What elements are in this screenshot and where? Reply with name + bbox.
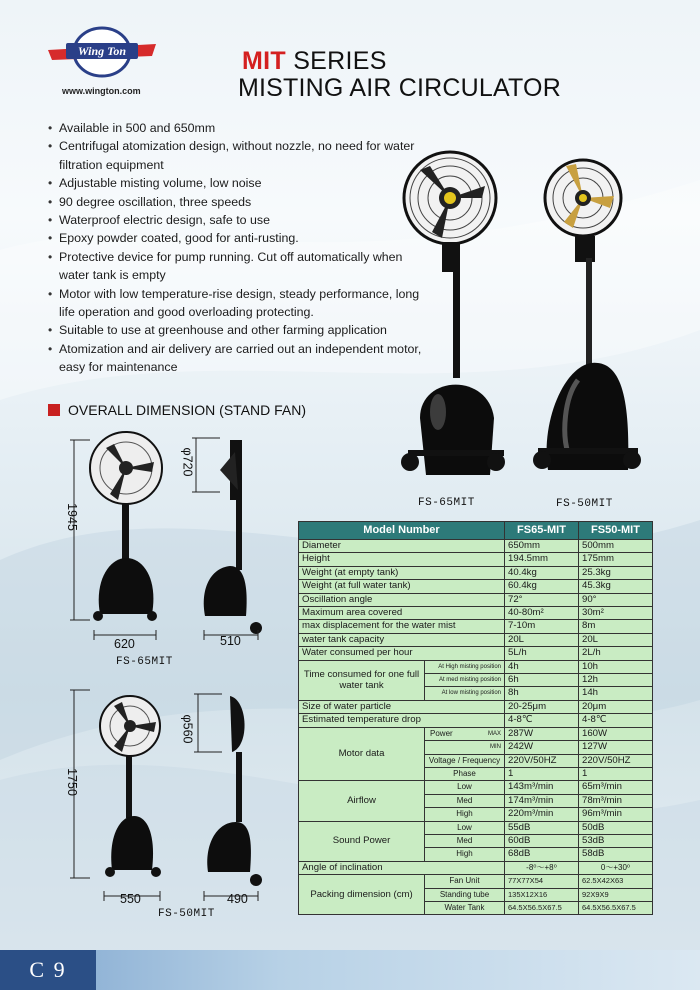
value-fs65: 4h	[505, 660, 579, 673]
power-label: Power	[430, 728, 453, 738]
value-fs50: 20μm	[579, 700, 653, 713]
table-row	[299, 781, 653, 794]
value-fs65: 72°	[505, 593, 579, 606]
feature-item: • Centrifugal atomization design, without nozzle, no need for water filtration equipment	[46, 137, 436, 174]
footer-band	[0, 950, 700, 990]
sub-label: Low	[425, 781, 505, 794]
row-label: Motor data	[299, 727, 425, 781]
value-fs50: 220V/50HZ	[579, 754, 653, 767]
value-fs65: -8⁰～+8⁰	[505, 861, 579, 874]
table-row	[299, 727, 653, 740]
section-heading	[48, 402, 306, 418]
sub-label: High	[425, 808, 505, 821]
series-suffix: SERIES	[293, 47, 387, 75]
value-fs65: 7-10m	[505, 620, 579, 633]
value-fs65: 68dB	[505, 848, 579, 861]
row-label: Weight (at full water tank)	[299, 580, 505, 593]
fs50-photo	[528, 148, 648, 478]
wing-ton-logo	[48, 26, 156, 78]
row-label: Water consumed per hour	[299, 647, 505, 660]
sub-label: Med	[425, 794, 505, 807]
table-row	[299, 821, 653, 834]
sub-label: At med misting position	[425, 674, 505, 687]
sub-label: At High misting position	[425, 660, 505, 673]
value-fs50: 92X9X9	[579, 888, 653, 901]
header-fs65: FS65-MIT	[505, 522, 579, 540]
value-fs65: 135X12X16	[505, 888, 579, 901]
table-row	[299, 580, 653, 593]
value-fs50: 20L	[579, 633, 653, 646]
table-row	[299, 647, 653, 660]
product-subtitle: MISTING AIR CIRCULATOR	[238, 74, 561, 102]
series-title	[242, 48, 387, 74]
value-fs50: 64.5X56.5X67.5	[579, 901, 653, 914]
min-label: MIN	[425, 741, 505, 754]
value-fs65: 20L	[505, 633, 579, 646]
row-label: water tank capacity	[299, 633, 505, 646]
value-fs50: 25.3kg	[579, 566, 653, 579]
table-row	[299, 633, 653, 646]
value-fs50: 58dB	[579, 848, 653, 861]
feature-item: • Available in 500 and 650mm	[46, 119, 436, 137]
table-row	[299, 553, 653, 566]
row-label: Oscillation angle	[299, 593, 505, 606]
value-fs65: 220m³/min	[505, 808, 579, 821]
row-label: Weight (at empty tank)	[299, 566, 505, 579]
value-fs50: 65m³/min	[579, 781, 653, 794]
header-fs50: FS50-MIT	[579, 522, 653, 540]
row-label: Packing dimension (cm)	[299, 875, 425, 915]
value-fs65: 60dB	[505, 834, 579, 847]
value-fs50: 96m³/min	[579, 808, 653, 821]
table-row	[299, 714, 653, 727]
table-header-row	[299, 522, 653, 540]
row-label: Size of water particle	[299, 700, 505, 713]
max-label: MAX	[487, 730, 501, 737]
spec-table	[298, 521, 653, 915]
value-fs50: 1	[579, 767, 653, 780]
value-fs50: 90°	[579, 593, 653, 606]
voltage-label: Voltage / Frequency	[425, 754, 505, 767]
value-fs50: 78m³/min	[579, 794, 653, 807]
value-fs50: 500mm	[579, 540, 653, 553]
table-row	[299, 700, 653, 713]
value-fs65: 60.4kg	[505, 580, 579, 593]
feature-item: • Atomization and air delivery are carried out an independent motor, easy for maintenance	[46, 340, 436, 377]
table-row	[299, 566, 653, 579]
table-row	[299, 861, 653, 874]
feature-item: • Epoxy powder coated, good for anti-rusting.	[46, 229, 436, 247]
value-fs50: 12h	[579, 674, 653, 687]
value-fs65: 287W	[505, 727, 579, 740]
section-bullet-icon	[48, 404, 60, 416]
value-fs50: 160W	[579, 727, 653, 740]
table-row	[299, 540, 653, 553]
value-fs65: 55dB	[505, 821, 579, 834]
value-fs65: 4-8℃	[505, 714, 579, 727]
header-model-number: Model Number	[299, 522, 505, 540]
value-fs50: 0～+30⁰	[579, 861, 653, 874]
photo-caption-fs65: FS-65MIT	[418, 497, 475, 509]
value-fs65: 40.4kg	[505, 566, 579, 579]
sub-label: Fan Unit	[425, 875, 505, 888]
feature-item: • Suitable to use at greenhouse and other farming application	[46, 321, 436, 339]
table-row	[299, 660, 653, 673]
row-label: Estimated temperature drop	[299, 714, 505, 727]
row-label: Sound Power	[299, 821, 425, 861]
fs50-base-width-label: 550	[120, 892, 141, 906]
value-fs65: 8h	[505, 687, 579, 700]
value-fs65: 143m³/min	[505, 781, 579, 794]
series-prefix: MIT	[242, 47, 286, 75]
row-label: Airflow	[299, 781, 425, 821]
phase-label: Phase	[425, 767, 505, 780]
fs65-base-width-label: 620	[114, 637, 135, 651]
value-fs65: 64.5X56.5X67.5	[505, 901, 579, 914]
value-fs50: 53dB	[579, 834, 653, 847]
fs50-depth-label: 490	[227, 892, 248, 906]
row-label: Angle of inclination	[299, 861, 505, 874]
value-fs65: 1	[505, 767, 579, 780]
value-fs65: 6h	[505, 674, 579, 687]
value-fs50: 175mm	[579, 553, 653, 566]
value-fs50: 10h	[579, 660, 653, 673]
svg-text:Wing Ton: Wing Ton	[77, 44, 127, 58]
photo-caption-fs50: FS-50MIT	[556, 498, 613, 510]
fs50-diameter-label: φ560	[180, 714, 195, 744]
value-fs50: 50dB	[579, 821, 653, 834]
drawing-caption-fs65: FS-65MIT	[116, 656, 173, 668]
feature-item: • 90 degree oscillation, three speeds	[46, 193, 436, 211]
fs50-height-label: 1750	[64, 768, 79, 796]
fs65-diameter-label: φ720	[180, 447, 195, 477]
section-title: OVERALL DIMENSION (STAND FAN)	[68, 402, 307, 418]
value-fs50: 127W	[579, 741, 653, 754]
row-label: Maximum area covered	[299, 607, 505, 620]
value-fs65: 194.5mm	[505, 553, 579, 566]
value-fs65: 20-25μm	[505, 700, 579, 713]
sub-label: Med	[425, 834, 505, 847]
row-label: Diameter	[299, 540, 505, 553]
sub-label: At low misting position	[425, 687, 505, 700]
feature-item: • Waterproof electric design, safe to use	[46, 211, 436, 229]
value-fs65: 40-80m²	[505, 607, 579, 620]
row-label: Height	[299, 553, 505, 566]
value-fs65: 650mm	[505, 540, 579, 553]
value-fs50: 2L/h	[579, 647, 653, 660]
value-fs50: 45.3kg	[579, 580, 653, 593]
value-fs65: 5L/h	[505, 647, 579, 660]
table-row	[299, 875, 653, 888]
fs65-height-label: 1945	[64, 503, 79, 531]
power-max-cell	[425, 727, 505, 740]
value-fs50: 30m²	[579, 607, 653, 620]
sub-label: Water Tank	[425, 901, 505, 914]
value-fs65: 174m³/min	[505, 794, 579, 807]
row-label: max displacement for the water mist	[299, 620, 505, 633]
feature-item: • Protective device for pump running. Cut off automatically when water tank is empty	[46, 248, 436, 285]
value-fs50: 62.5X42X63	[579, 875, 653, 888]
feature-item: • Adjustable misting volume, low noise	[46, 174, 436, 192]
table-row	[299, 620, 653, 633]
sub-label: Low	[425, 821, 505, 834]
table-row	[299, 607, 653, 620]
drawing-caption-fs50: FS-50MIT	[158, 908, 215, 920]
fs65-photo	[390, 150, 520, 480]
sub-label: High	[425, 848, 505, 861]
value-fs50: 4-8℃	[579, 714, 653, 727]
website-url: www.wington.com	[62, 86, 141, 96]
value-fs50: 14h	[579, 687, 653, 700]
table-row	[299, 593, 653, 606]
page-number-badge: C 9	[0, 950, 96, 990]
feature-list	[46, 119, 436, 377]
fs65-depth-label: 510	[220, 634, 241, 648]
row-label: Time consumed for one full water tank	[299, 660, 425, 700]
value-fs50: 8m	[579, 620, 653, 633]
fs65-dimension-drawing	[60, 430, 270, 662]
value-fs65: 220V/50HZ	[505, 754, 579, 767]
feature-item: • Motor with low temperature-rise design, steady performance, long life operation and good overloading protecting.	[46, 285, 436, 322]
fs50-dimension-drawing	[60, 686, 270, 908]
value-fs65: 242W	[505, 741, 579, 754]
sub-label: Standing tube	[425, 888, 505, 901]
value-fs65: 77X77X54	[505, 875, 579, 888]
